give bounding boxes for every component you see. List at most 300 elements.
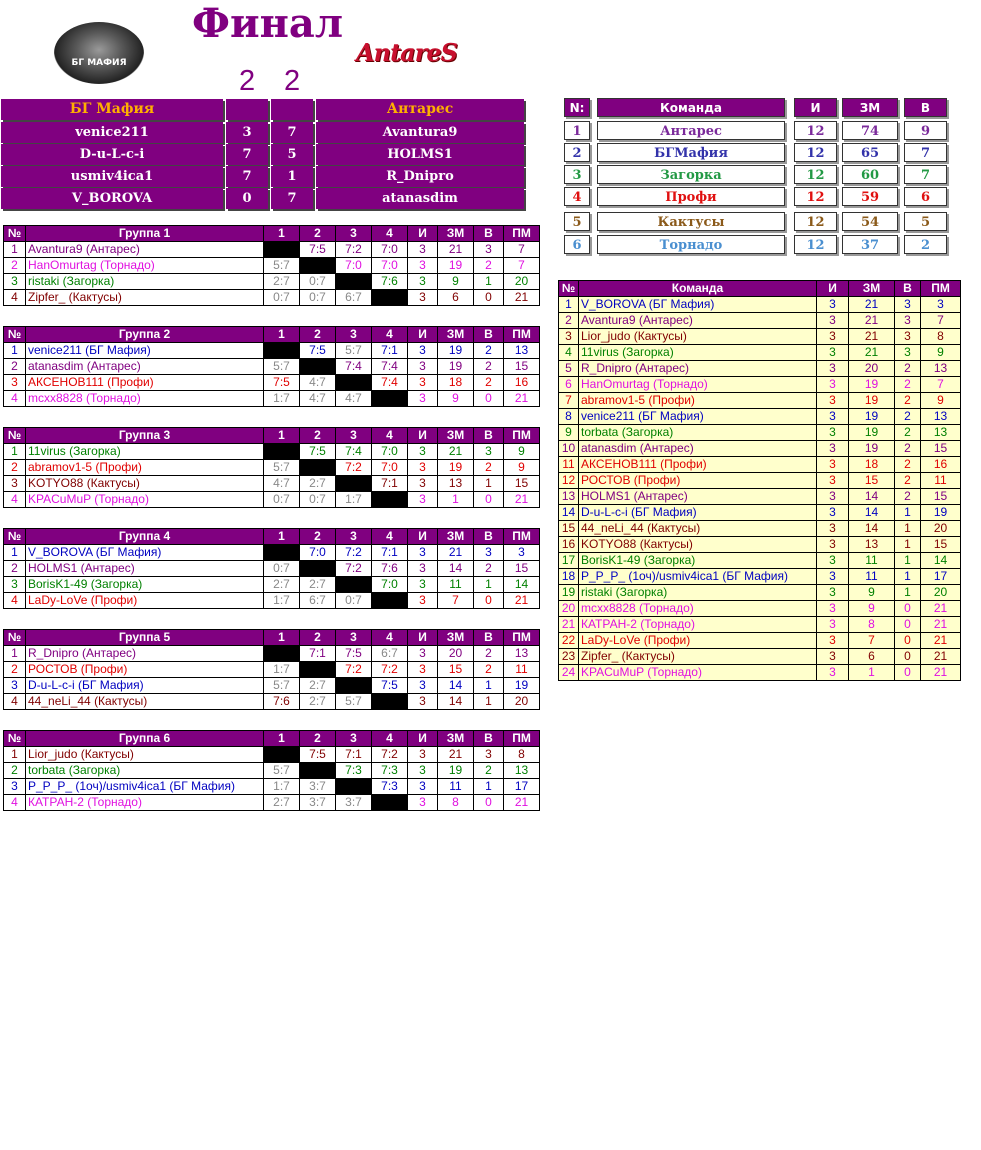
overall-stat-zm: 11 — [849, 569, 895, 585]
table-row — [4, 359, 540, 375]
standings-zm: 59 — [842, 187, 898, 206]
match-player-right: R_Dnipro — [317, 167, 523, 186]
match-result-cell: 0:7 — [300, 274, 336, 290]
table-row — [559, 457, 961, 473]
match-result-cell: 7:2 — [336, 662, 372, 678]
standings-rank: 1 — [564, 121, 590, 140]
self-match-cell — [336, 779, 372, 795]
group-header-col: 4 — [372, 327, 408, 343]
table-row — [4, 391, 540, 407]
overall-stat-v: 0 — [895, 617, 921, 633]
match-result-cell: 2:7 — [264, 795, 300, 811]
table-row — [559, 553, 961, 569]
overall-stat-i: 3 — [817, 313, 849, 329]
table-row — [4, 343, 540, 359]
self-match-cell — [264, 343, 300, 359]
match-result-cell: 7:5 — [300, 343, 336, 359]
group-header-col: 1 — [264, 630, 300, 646]
match-player-right: atanasdim — [317, 189, 523, 208]
match-result-cell: 6:7 — [372, 646, 408, 662]
group-header-col: 2 — [300, 226, 336, 242]
stat-v: 0 — [474, 290, 504, 306]
player-name: R_Dnipro (Антарес) — [26, 646, 264, 662]
stat-v: 2 — [474, 375, 504, 391]
table-row — [4, 747, 540, 763]
overall-stat-zm: 21 — [849, 313, 895, 329]
stat-i: 3 — [408, 593, 438, 609]
stat-i: 3 — [408, 678, 438, 694]
table-row — [4, 492, 540, 508]
stat-zm: 14 — [438, 561, 474, 577]
overall-player-name: atanasdim (Антарес) — [579, 441, 817, 457]
stat-zm: 19 — [438, 258, 474, 274]
stat-zm: 19 — [438, 359, 474, 375]
match-result-cell: 7:2 — [336, 460, 372, 476]
overall-stat-pm: 15 — [921, 537, 961, 553]
stat-i: 3 — [408, 795, 438, 811]
match-result-cell: 0:7 — [264, 492, 300, 508]
match-result-cell: 7:6 — [264, 694, 300, 710]
player-rank: 2 — [4, 460, 26, 476]
overall-stat-v: 2 — [895, 393, 921, 409]
match-result-cell: 0:7 — [336, 593, 372, 609]
page-title: Финал — [192, 0, 344, 47]
stat-i: 3 — [408, 492, 438, 508]
player-rank: 3 — [4, 476, 26, 492]
player-name: BorisK1-49 (Загорка) — [26, 577, 264, 593]
overall-stat-zm: 8 — [849, 617, 895, 633]
overall-rank: 8 — [559, 409, 579, 425]
match-result-cell: 4:7 — [336, 391, 372, 407]
stat-zm: 19 — [438, 460, 474, 476]
overall-stat-pm: 16 — [921, 457, 961, 473]
group-header-col: 4 — [372, 428, 408, 444]
standings-zm: 54 — [842, 212, 898, 231]
match-result-cell: 5:7 — [264, 460, 300, 476]
table-row — [4, 694, 540, 710]
group-table — [3, 629, 540, 710]
group-header-row — [4, 731, 540, 747]
player-rank: 1 — [4, 545, 26, 561]
table-row — [4, 258, 540, 274]
overall-stat-zm: 21 — [849, 345, 895, 361]
player-name: КАТРАН-2 (Торнадо) — [26, 795, 264, 811]
stat-i: 3 — [408, 290, 438, 306]
group-header-col: 4 — [372, 630, 408, 646]
self-match-cell — [300, 561, 336, 577]
stat-v: 1 — [474, 694, 504, 710]
overall-rank: 23 — [559, 649, 579, 665]
overall-stat-pm: 17 — [921, 569, 961, 585]
match-result-cell: 7:1 — [372, 343, 408, 359]
match-result-cell: 5:7 — [264, 678, 300, 694]
overall-stat-zm: 20 — [849, 361, 895, 377]
overall-stat-i: 3 — [817, 393, 849, 409]
stat-v: 0 — [474, 391, 504, 407]
player-rank: 4 — [4, 290, 26, 306]
group-header-col: 3 — [336, 731, 372, 747]
overall-player-name: BorisK1-49 (Загорка) — [579, 553, 817, 569]
overall-header-col: В — [895, 281, 921, 297]
match-result-cell: 6:7 — [336, 290, 372, 306]
player-name: LaDy-LoVe (Профи) — [26, 593, 264, 609]
match-result-cell: 7:4 — [372, 359, 408, 375]
standings-rank: 6 — [564, 235, 590, 254]
group-header-col: ПМ — [504, 630, 540, 646]
overall-stat-v: 1 — [895, 505, 921, 521]
stat-pm: 13 — [504, 763, 540, 779]
standings-zm: 60 — [842, 165, 898, 184]
self-match-cell — [264, 747, 300, 763]
group-header-col: 3 — [336, 327, 372, 343]
group-header-col: 3 — [336, 630, 372, 646]
stat-pm: 11 — [504, 662, 540, 678]
overall-stat-i: 3 — [817, 489, 849, 505]
stat-v: 2 — [474, 662, 504, 678]
group-header-col: В — [474, 327, 504, 343]
player-name: Avantura9 (Антарес) — [26, 242, 264, 258]
match-result-cell: 2:7 — [300, 476, 336, 492]
stat-i: 3 — [408, 646, 438, 662]
match-result-cell: 0:7 — [264, 290, 300, 306]
overall-stat-pm: 15 — [921, 441, 961, 457]
overall-rank: 10 — [559, 441, 579, 457]
stat-zm: 14 — [438, 694, 474, 710]
match-result-cell: 5:7 — [264, 258, 300, 274]
match-result-cell: 7:4 — [372, 375, 408, 391]
player-name: venice211 (БГ Мафия) — [26, 343, 264, 359]
group-header-row — [4, 226, 540, 242]
player-rank: 2 — [4, 662, 26, 678]
stat-zm: 14 — [438, 678, 474, 694]
overall-stat-i: 3 — [817, 521, 849, 537]
stat-pm: 9 — [504, 460, 540, 476]
group-header-col: И — [408, 428, 438, 444]
standings-team: Кактусы — [597, 212, 785, 231]
player-name: P_P_P_ (1оч)/usmiv4ica1 (БГ Мафия) — [26, 779, 264, 795]
table-row — [4, 795, 540, 811]
overall-player-name: HanOmurtag (Торнадо) — [579, 377, 817, 393]
match-player-right: HOLMS1 — [317, 145, 523, 164]
player-name: D-u-L-c-i (БГ Мафия) — [26, 678, 264, 694]
player-rank: 1 — [4, 242, 26, 258]
overall-stat-pm: 21 — [921, 617, 961, 633]
overall-rank: 15 — [559, 521, 579, 537]
group-header-col: ПМ — [504, 428, 540, 444]
overall-stat-i: 3 — [817, 409, 849, 425]
stat-v: 2 — [474, 258, 504, 274]
standings-played: 12 — [794, 165, 837, 184]
self-match-cell — [336, 678, 372, 694]
overall-rank: 7 — [559, 393, 579, 409]
standings-header-zm: ЗМ — [842, 98, 898, 117]
overall-stat-v: 2 — [895, 361, 921, 377]
group-header-col: ПМ — [504, 529, 540, 545]
match-result-cell: 0:7 — [264, 561, 300, 577]
stat-zm: 19 — [438, 343, 474, 359]
player-name: torbata (Загорка) — [26, 763, 264, 779]
overall-stat-v: 0 — [895, 601, 921, 617]
match-player-left: venice211 — [2, 123, 222, 142]
self-match-cell — [300, 763, 336, 779]
stat-v: 3 — [474, 444, 504, 460]
overall-stat-pm: 3 — [921, 297, 961, 313]
group-header-col: В — [474, 630, 504, 646]
match-result-cell: 3:7 — [300, 779, 336, 795]
stat-pm: 21 — [504, 391, 540, 407]
group-table — [3, 730, 540, 811]
match-result-cell: 7:1 — [300, 646, 336, 662]
match-score-right: 5 — [272, 145, 312, 164]
match-result-cell: 4:7 — [300, 391, 336, 407]
match-header-blank — [272, 100, 312, 119]
table-row — [559, 665, 961, 681]
match-result-cell: 5:7 — [336, 694, 372, 710]
match-result-cell: 4:7 — [300, 375, 336, 391]
overall-player-name: P_P_P_ (1оч)/usmiv4ica1 (БГ Мафия) — [579, 569, 817, 585]
stat-pm: 21 — [504, 593, 540, 609]
overall-stat-v: 1 — [895, 537, 921, 553]
match-result-cell: 7:0 — [372, 258, 408, 274]
match-player-left: D-u-L-c-i — [2, 145, 222, 164]
overall-header-col: И — [817, 281, 849, 297]
stat-v: 1 — [474, 678, 504, 694]
standings-header-v: В — [904, 98, 947, 117]
standings-played: 12 — [794, 143, 837, 162]
table-row — [4, 444, 540, 460]
player-rank: 2 — [4, 359, 26, 375]
overall-stat-i: 3 — [817, 649, 849, 665]
player-name: РОСТОВ (Профи) — [26, 662, 264, 678]
match-result-cell: 7:1 — [336, 747, 372, 763]
stat-zm: 21 — [438, 545, 474, 561]
player-rank: 1 — [4, 646, 26, 662]
standings-wins: 7 — [904, 143, 947, 162]
overall-player-name: venice211 (БГ Мафия) — [579, 409, 817, 425]
player-rank: 3 — [4, 779, 26, 795]
player-rank: 4 — [4, 593, 26, 609]
table-row — [559, 425, 961, 441]
stat-v: 3 — [474, 242, 504, 258]
match-result-cell: 7:5 — [264, 375, 300, 391]
stat-v: 0 — [474, 492, 504, 508]
group-header-col: 1 — [264, 529, 300, 545]
stat-zm: 11 — [438, 577, 474, 593]
stat-v: 0 — [474, 593, 504, 609]
standings-wins: 2 — [904, 235, 947, 254]
stat-v: 1 — [474, 476, 504, 492]
table-row — [559, 393, 961, 409]
overall-stat-pm: 20 — [921, 585, 961, 601]
overall-rank: 22 — [559, 633, 579, 649]
stat-i: 3 — [408, 694, 438, 710]
player-name: V_BOROVA (БГ Мафия) — [26, 545, 264, 561]
self-match-cell — [336, 375, 372, 391]
overall-stat-i: 3 — [817, 553, 849, 569]
stat-i: 3 — [408, 747, 438, 763]
match-score-left: 7 — [227, 145, 267, 164]
match-score-left: 3 — [227, 123, 267, 142]
player-name: KPACuMuP (Торнадо) — [26, 492, 264, 508]
overall-rank: 3 — [559, 329, 579, 345]
overall-stat-v: 0 — [895, 633, 921, 649]
table-row — [559, 649, 961, 665]
score-right: 2 — [284, 65, 301, 97]
standings-team: Загорка — [597, 165, 785, 184]
overall-stat-i: 3 — [817, 425, 849, 441]
overall-stat-v: 2 — [895, 377, 921, 393]
player-name: АКСЕНОВ111 (Профи) — [26, 375, 264, 391]
stat-i: 3 — [408, 242, 438, 258]
group-header-col: 3 — [336, 428, 372, 444]
match-result-cell: 1:7 — [264, 391, 300, 407]
group-header-col: ПМ — [504, 327, 540, 343]
overall-player-name: KPACuMuP (Торнадо) — [579, 665, 817, 681]
stat-pm: 15 — [504, 561, 540, 577]
overall-stat-v: 2 — [895, 457, 921, 473]
standings-header-i: И — [794, 98, 837, 117]
overall-player-name: LaDy-LoVe (Профи) — [579, 633, 817, 649]
table-row — [4, 646, 540, 662]
group-header-n: № — [4, 630, 26, 646]
self-match-cell — [264, 242, 300, 258]
bg-mafia-logo-text: БГ МАФИЯ — [71, 58, 127, 68]
overall-stat-v: 1 — [895, 553, 921, 569]
table-row — [4, 593, 540, 609]
group-header-col: ЗМ — [438, 428, 474, 444]
match-score-right: 7 — [272, 123, 312, 142]
overall-rank: 4 — [559, 345, 579, 361]
match-player-left: V_BOROVA — [2, 189, 222, 208]
self-match-cell — [336, 274, 372, 290]
overall-stat-pm: 15 — [921, 489, 961, 505]
match-result-cell: 7:5 — [372, 678, 408, 694]
table-row — [559, 313, 961, 329]
match-result-cell: 7:3 — [336, 763, 372, 779]
overall-stat-zm: 19 — [849, 441, 895, 457]
group-header-col: 2 — [300, 428, 336, 444]
stat-pm: 7 — [504, 258, 540, 274]
player-rank: 2 — [4, 258, 26, 274]
self-match-cell — [336, 577, 372, 593]
standings-played: 12 — [794, 187, 837, 206]
self-match-cell — [300, 258, 336, 274]
match-result-cell: 7:6 — [372, 274, 408, 290]
match-player-left: usmiv4ica1 — [2, 167, 222, 186]
player-rank: 2 — [4, 561, 26, 577]
group-header-col: 1 — [264, 226, 300, 242]
table-row — [559, 633, 961, 649]
stat-zm: 19 — [438, 763, 474, 779]
table-row — [4, 678, 540, 694]
overall-rank: 18 — [559, 569, 579, 585]
overall-player-name: 11virus (Загорка) — [579, 345, 817, 361]
overall-header-col: ЗМ — [849, 281, 895, 297]
overall-player-name: abramov1-5 (Профи) — [579, 393, 817, 409]
overall-table — [558, 280, 961, 681]
table-row — [559, 537, 961, 553]
overall-stat-zm: 19 — [849, 393, 895, 409]
player-name: atanasdim (Антарес) — [26, 359, 264, 375]
overall-rank: 11 — [559, 457, 579, 473]
player-rank: 1 — [4, 343, 26, 359]
overall-stat-zm: 14 — [849, 521, 895, 537]
stat-v: 2 — [474, 343, 504, 359]
table-row — [559, 585, 961, 601]
self-match-cell — [264, 646, 300, 662]
antares-logo-text: AntareS — [356, 38, 457, 67]
overall-stat-i: 3 — [817, 665, 849, 681]
stat-pm: 8 — [504, 747, 540, 763]
stat-v: 0 — [474, 795, 504, 811]
table-row — [559, 409, 961, 425]
overall-stat-pm: 7 — [921, 313, 961, 329]
standings-wins: 9 — [904, 121, 947, 140]
match-result-cell: 7:0 — [372, 242, 408, 258]
overall-rank: 6 — [559, 377, 579, 393]
match-result-cell: 7:1 — [372, 476, 408, 492]
match-result-cell: 5:7 — [264, 359, 300, 375]
overall-stat-i: 3 — [817, 617, 849, 633]
overall-player-name: mcxx8828 (Торнадо) — [579, 601, 817, 617]
group-header-col: В — [474, 529, 504, 545]
overall-player-name: Zipfer_ (Кактусы) — [579, 649, 817, 665]
stat-i: 3 — [408, 545, 438, 561]
player-rank: 4 — [4, 795, 26, 811]
overall-stat-pm: 7 — [921, 377, 961, 393]
stat-v: 1 — [474, 779, 504, 795]
group-header-col: И — [408, 327, 438, 343]
standings-team: Антарес — [597, 121, 785, 140]
group-title: Группа 4 — [26, 529, 264, 545]
overall-player-name: R_Dnipro (Антарес) — [579, 361, 817, 377]
group-header-col: 3 — [336, 226, 372, 242]
stat-v: 2 — [474, 460, 504, 476]
table-row — [559, 489, 961, 505]
stat-i: 3 — [408, 561, 438, 577]
overall-rank: 13 — [559, 489, 579, 505]
standings-played: 12 — [794, 121, 837, 140]
stat-i: 3 — [408, 343, 438, 359]
overall-stat-pm: 11 — [921, 473, 961, 489]
group-header-col: В — [474, 226, 504, 242]
group-header-col: 1 — [264, 731, 300, 747]
group-table — [3, 326, 540, 407]
overall-stat-i: 3 — [817, 297, 849, 313]
overall-player-name: HOLMS1 (Антарес) — [579, 489, 817, 505]
match-player-right: Avantura9 — [317, 123, 523, 142]
table-row — [559, 473, 961, 489]
self-match-cell — [372, 795, 408, 811]
match-result-cell: 7:5 — [300, 242, 336, 258]
score-left: 2 — [239, 65, 256, 97]
self-match-cell — [372, 694, 408, 710]
overall-player-name: РОСТОВ (Профи) — [579, 473, 817, 489]
stat-pm: 20 — [504, 694, 540, 710]
stat-zm: 6 — [438, 290, 474, 306]
stat-v: 2 — [474, 359, 504, 375]
overall-stat-v: 3 — [895, 313, 921, 329]
standings-team: БГМафия — [597, 143, 785, 162]
match-header-blank — [227, 100, 267, 119]
standings-zm: 74 — [842, 121, 898, 140]
group-header-col: И — [408, 226, 438, 242]
group-header-n: № — [4, 428, 26, 444]
stat-pm: 13 — [504, 343, 540, 359]
stat-v: 1 — [474, 274, 504, 290]
match-result-cell: 6:7 — [300, 593, 336, 609]
overall-stat-pm: 9 — [921, 345, 961, 361]
